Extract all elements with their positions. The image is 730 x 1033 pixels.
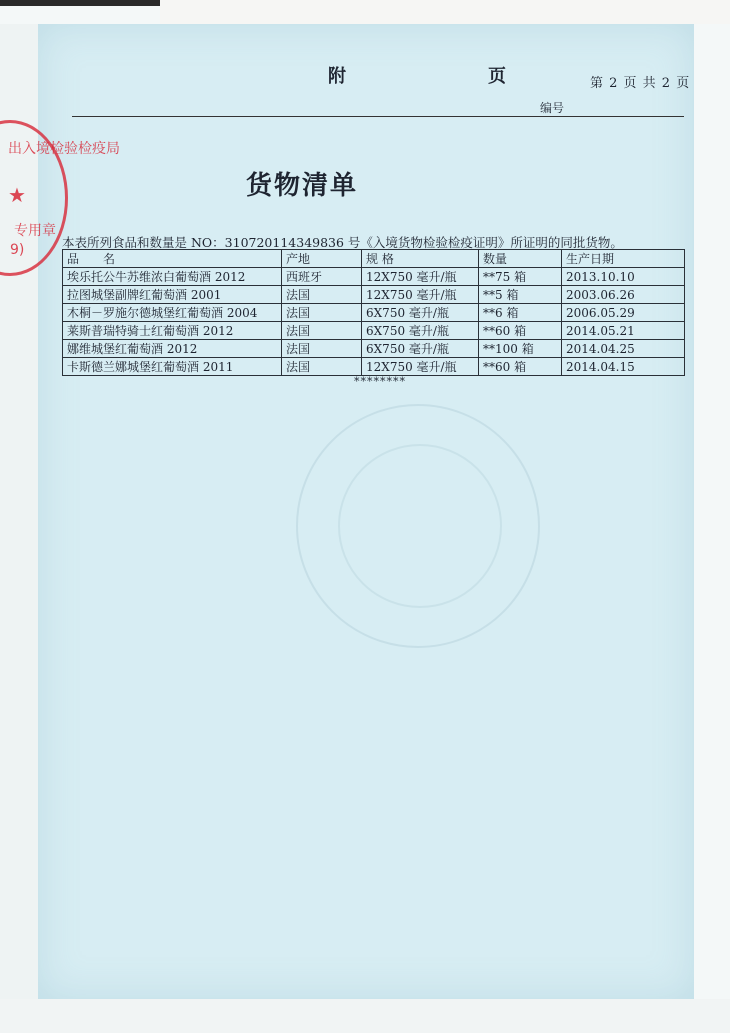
scan-margin-bottom bbox=[0, 999, 730, 1033]
cell-quantity: **6 箱 bbox=[479, 304, 562, 322]
cell-production-date: 2014.05.21 bbox=[562, 322, 685, 340]
table-row bbox=[63, 304, 685, 322]
cell-production-date: 2003.06.26 bbox=[562, 286, 685, 304]
cell-product-name: 娜维城堡红葡萄酒 2012 bbox=[63, 340, 282, 358]
cell-product-name: 卡斯德兰娜城堡红葡萄酒 2011 bbox=[63, 358, 282, 376]
cell-specification: 6X750 毫升/瓶 bbox=[362, 340, 479, 358]
cell-product-name: 埃乐托公牛苏维浓白葡萄酒 2012 bbox=[63, 268, 282, 286]
header-production-date: 生产日期 bbox=[562, 250, 685, 268]
cell-production-date: 2013.10.10 bbox=[562, 268, 685, 286]
cell-product-name: 拉图城堡副牌红葡萄酒 2001 bbox=[63, 286, 282, 304]
document-page bbox=[38, 24, 694, 999]
page-indicator: 第 2 页 共 2 页 bbox=[590, 76, 690, 91]
header-quantity: 数量 bbox=[479, 250, 562, 268]
intro-statement: 本表所列食品和数量是 NO：310720114349836 号《入境货物检验检疫证明》所证明的同批货物。 bbox=[62, 235, 623, 250]
cell-specification: 6X750 毫升/瓶 bbox=[362, 322, 479, 340]
goods-table bbox=[62, 249, 685, 376]
seal-text-bottom: 专用章 bbox=[14, 223, 56, 239]
cell-origin: 法国 bbox=[282, 340, 362, 358]
cell-specification: 12X750 毫升/瓶 bbox=[362, 358, 479, 376]
cell-production-date: 2014.04.25 bbox=[562, 340, 685, 358]
seal-star-icon: ★ bbox=[8, 183, 26, 207]
header-product-name: 品 名 bbox=[63, 250, 282, 268]
serial-number-label: 编号 bbox=[540, 101, 565, 115]
page-title: 附 页 bbox=[328, 66, 568, 87]
table-header-row bbox=[63, 250, 685, 268]
goods-list-title: 货物清单 bbox=[246, 171, 359, 201]
header-specification: 规 格 bbox=[362, 250, 479, 268]
cell-production-date: 2014.04.15 bbox=[562, 358, 685, 376]
seal-text-code: 9) bbox=[10, 242, 25, 258]
cell-specification: 6X750 毫升/瓶 bbox=[362, 304, 479, 322]
table-row bbox=[63, 358, 685, 376]
cell-specification: 12X750 毫升/瓶 bbox=[362, 268, 479, 286]
table-row bbox=[63, 286, 685, 304]
cell-quantity: **60 箱 bbox=[479, 322, 562, 340]
header-origin: 产地 bbox=[282, 250, 362, 268]
cell-quantity: **75 箱 bbox=[479, 268, 562, 286]
cell-origin: 法国 bbox=[282, 304, 362, 322]
scan-margin-top bbox=[160, 0, 730, 24]
cell-production-date: 2006.05.29 bbox=[562, 304, 685, 322]
header-divider bbox=[72, 116, 684, 117]
cell-quantity: **60 箱 bbox=[479, 358, 562, 376]
cell-product-name: 莱斯普瑞特骑士红葡萄酒 2012 bbox=[63, 322, 282, 340]
table-row bbox=[63, 340, 685, 358]
table-row bbox=[63, 268, 685, 286]
cell-product-name: 木桐－罗施尔德城堡红葡萄酒 2004 bbox=[63, 304, 282, 322]
table-row bbox=[63, 322, 685, 340]
cell-quantity: **5 箱 bbox=[479, 286, 562, 304]
cell-specification: 12X750 毫升/瓶 bbox=[362, 286, 479, 304]
cell-origin: 西班牙 bbox=[282, 268, 362, 286]
cell-origin: 法国 bbox=[282, 286, 362, 304]
cell-origin: 法国 bbox=[282, 322, 362, 340]
cell-quantity: **100 箱 bbox=[479, 340, 562, 358]
end-of-list-mark: ******** bbox=[354, 375, 406, 388]
watermark-emblem-inner bbox=[338, 444, 502, 608]
seal-text-top: 出入境检验检疫局 bbox=[8, 141, 120, 157]
cell-origin: 法国 bbox=[282, 358, 362, 376]
